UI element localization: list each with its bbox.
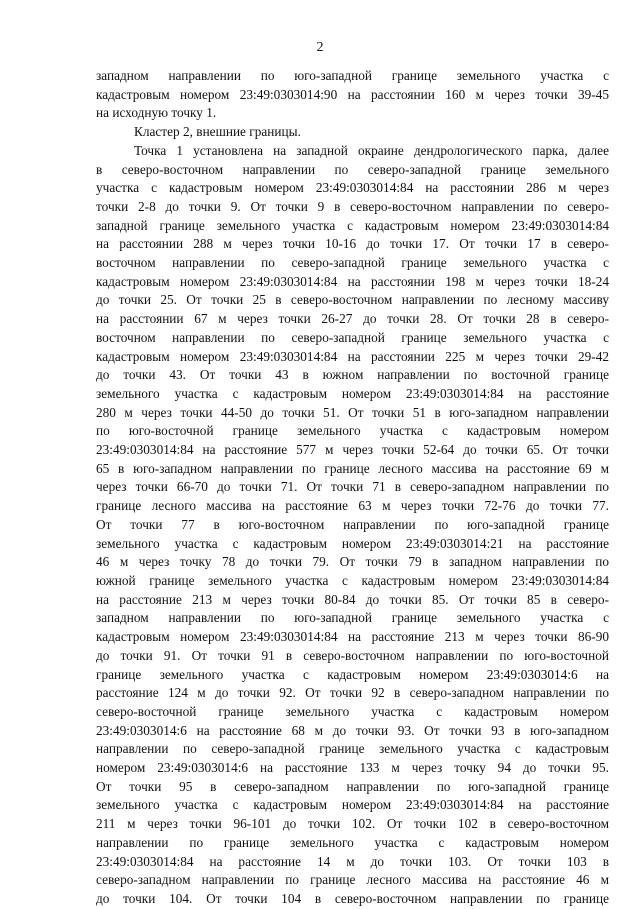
text-line: восточном направлении по северо-западной границе земельного участка с	[96, 329, 609, 345]
text-line: От точки 77 в юго-восточном направлении по юго-западной границе	[96, 516, 609, 532]
page-number: 2	[316, 40, 324, 55]
text-line: расстояние 124 м до точки 92. От точки 92 в северо-западном направлении по	[96, 685, 609, 701]
text-line: кадастровым номером 23:49:0303014:84 на расстоянии 198 м через точки 18-24	[96, 273, 609, 289]
text-line: направлении по границе земельного участка с кадастровым номером	[96, 834, 609, 850]
text-line: От точки 95 в северо-западном направлении по юго-западной границе	[96, 778, 609, 794]
text-line: 23:49:0303014:6 на расстояние 68 м до точки 93. От точки 93 в юго-западном	[96, 722, 609, 738]
text-line: восточном направлении по северо-западной границе земельного участка с	[96, 255, 609, 271]
text-line: направлении по северо-западной границе земельного участка с кадастровым	[96, 741, 609, 757]
text-line: на расстояние 213 м через точки 80-84 до точки 85. От точки 85 в северо-	[96, 591, 609, 607]
text-line: западной границе земельного участка с кадастровым номером 23:49:0303014:84	[96, 217, 609, 233]
text-line: номером 23:49:0303014:6 на расстояние 133 м через точку 94 до точки 95.	[96, 760, 609, 776]
text-line: кадастровым номером 23:49:0303014:90 на расстоянии 160 м через точки 39-45	[96, 86, 609, 102]
text-line: северо-восточной границе земельного участка с кадастровым номером	[96, 703, 609, 719]
text-line: земельного участка с кадастровым номером 23:49:0303014:84 на расстояние	[96, 797, 609, 813]
text-line: границе земельного участка с кадастровым номером 23:49:0303014:6 на	[96, 666, 609, 682]
text-line: западном направлении по юго-западной границе земельного участка с	[96, 610, 609, 626]
text-line: земельного участка с кадастровым номером 23:49:0303014:21 на расстояние	[96, 535, 609, 551]
text-line: 65 в юго-западном направлении по границе лесного массива на расстояние 69 м	[96, 460, 609, 476]
text-line: по юго-восточной границе земельного участка с кадастровым номером	[96, 423, 609, 439]
text-line: 211 м через точки 96-101 до точки 102. От точки 102 в северо-восточном	[96, 816, 609, 832]
text-line: западном направлении по юго-западной границе земельного участка с	[96, 68, 609, 83]
text-line: северо-западном направлении по границе лесного массива на расстояние 46 м	[96, 872, 609, 888]
section-heading: Кластер 2, внешние границы.	[134, 124, 301, 140]
text-line: 280 м через точки 44-50 до точки 51. От точки 51 в юго-западном направлении	[96, 404, 609, 420]
text-line: точки 2-8 до точки 9. От точки 9 в северо-восточном направлении по северо-	[96, 198, 609, 214]
text-line: через точки 66-70 до точки 71. От точки 71 в северо-западном направлении по	[96, 479, 609, 495]
text-line: 46 м через точку 78 до точки 79. От точки 79 в западном направлении по	[96, 554, 609, 570]
text-line: на исходную точку 1.	[96, 105, 217, 121]
text-line: кадастровым номером 23:49:0303014:84 на расстояние 213 м через точки 86-90	[96, 629, 609, 645]
text-line: кадастровым номером 23:49:0303014:84 на расстоянии 225 м через точки 29-42	[96, 348, 609, 364]
text-line: Точка 1 установлена на западной окраине дендрологического парка, далее	[134, 142, 609, 158]
document-body	[96, 67, 609, 909]
text-line: до точки 91. От точки 91 в северо-восточном направлении по юго-восточной	[96, 647, 609, 663]
text-line: 23:49:0303014:84 на расстояние 14 м до точки 103. От точки 103 в	[96, 853, 609, 869]
text-line: на расстоянии 288 м через точки 10-16 до точки 17. От точки 17 в северо-	[96, 236, 609, 252]
text-line: южной границе земельного участка с кадастровым номером 23:49:0303014:84	[96, 572, 609, 588]
text-line: земельного участка с кадастровым номером 23:49:0303014:84 на расстояние	[96, 385, 609, 401]
text-line: 23:49:0303014:84 на расстояние 577 м через точки 52-64 до точки 65. От точки	[96, 442, 609, 458]
text-line: на расстоянии 67 м через точки 26-27 до точки 28. От точки 28 в северо-	[96, 311, 609, 327]
text-line: участка с кадастровым номером 23:49:0303014:84 на расстоянии 286 м через	[96, 180, 609, 196]
text-line: до точки 25. От точки 25 в северо-восточном направлении по лесному массиву	[96, 292, 609, 308]
text-line: границе лесного массива на расстояние 63 м через точки 72-76 до точки 77.	[96, 498, 609, 514]
text-line: до точки 104. От точки 104 в северо-восточном направлении по границе	[96, 890, 609, 906]
text-line: в северо-восточном направлении по северо-западной границе земельного	[96, 161, 609, 177]
text-line: до точки 43. От точки 43 в южном направлении по восточной границе	[96, 367, 609, 383]
